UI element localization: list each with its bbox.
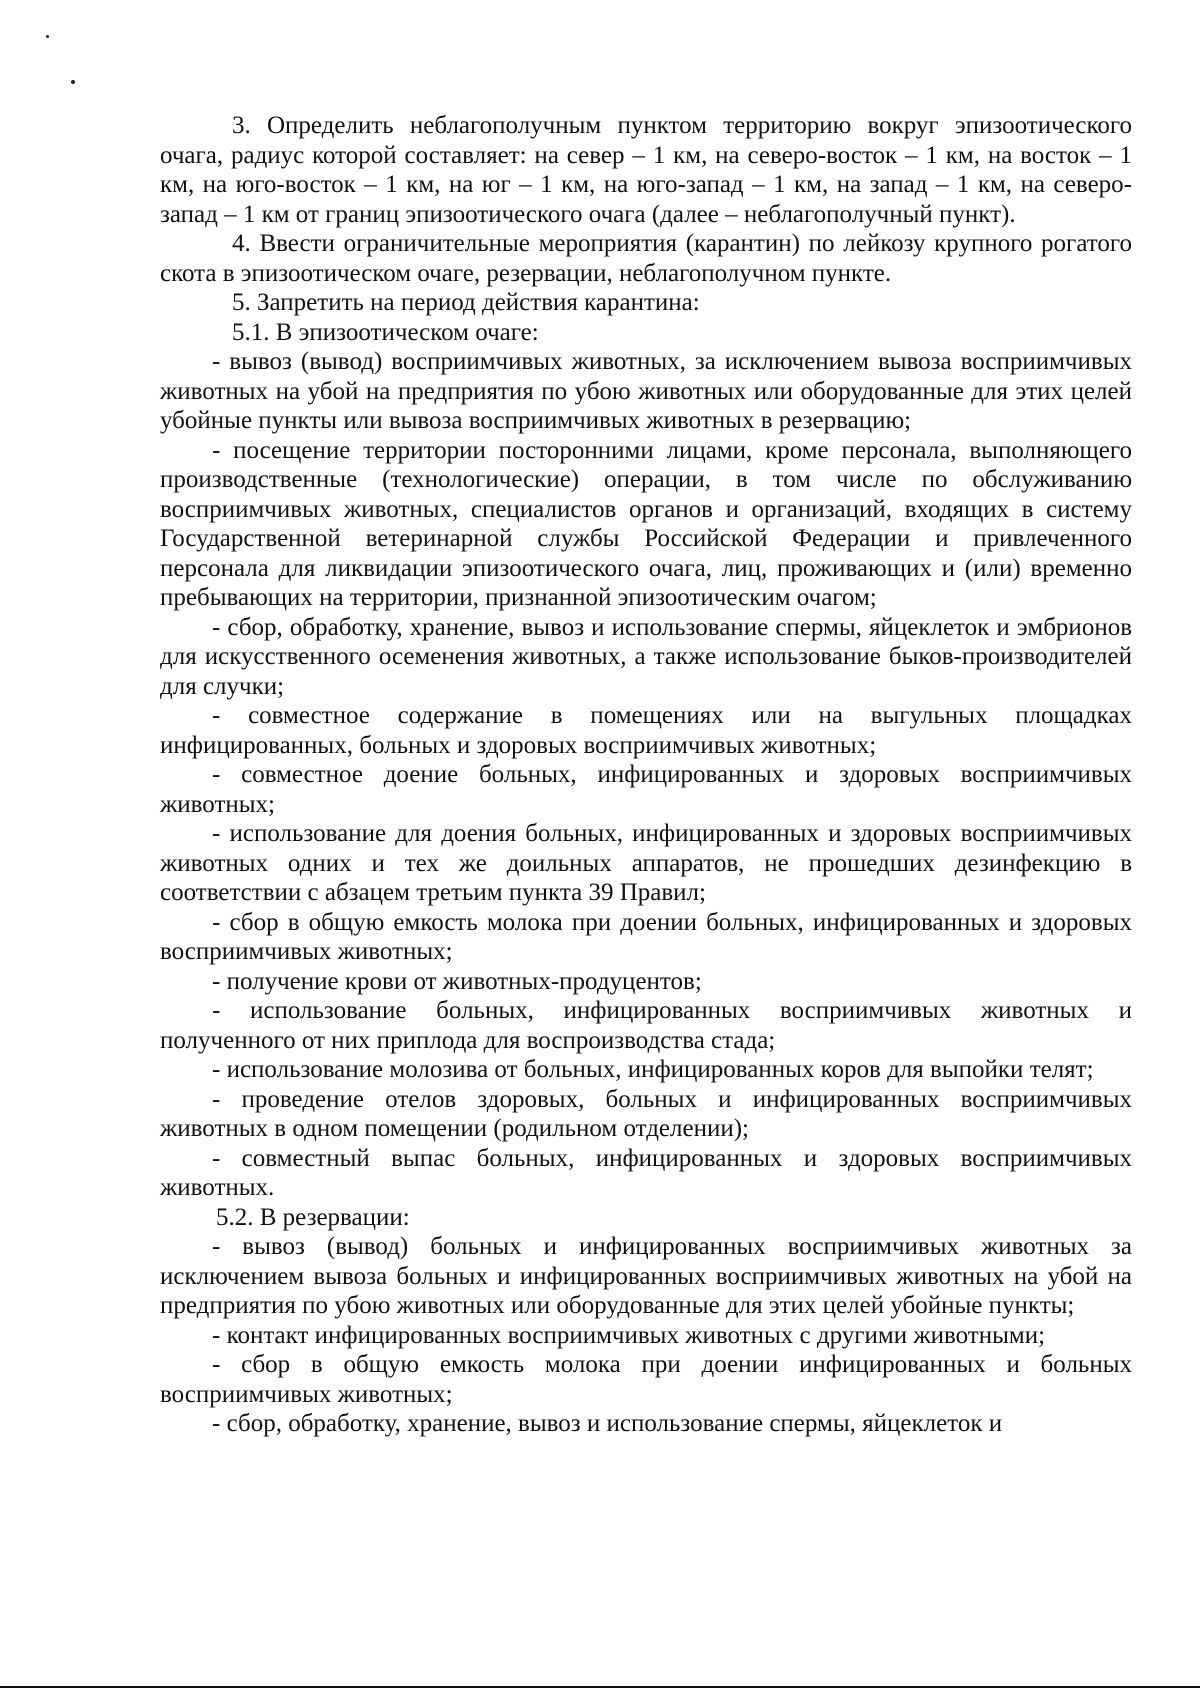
document-body [160, 111, 1132, 1439]
list-item: - посещение территории посторонними лицами, кроме персонала, выполняющего производственные (технологические) операции, в том числе по обслуживанию восприимчивых животных, специалистов органов и организаций, входящих в систему Государственной ветеринарной службы Российской Федерации и привлеченного персонала для ликвидации эпизоотического очага, лиц, проживающих и (или) временно пребывающих на территории, признанной эпизоотическим очагом; [160, 436, 1132, 611]
list-item: - сбор, обработку, хранение, вывоз и использование спермы, яйцеклеток и [212, 1410, 1003, 1437]
page-bottom-rule [0, 1686, 1200, 1688]
list-item: - вывоз (вывод) восприимчивых животных, за исключением вывоза восприимчивых животных на убой на предприятия по убою животных или оборудованные для этих целей убойные пункты или вывоза восприимчивых животных в резервацию; [160, 348, 1132, 434]
list-item: - использование больных, инфицированных восприимчивых животных и полученного от них приплода для воспроизводства стада; [160, 997, 1132, 1054]
subsection-heading-5-1: 5.1. В эпизоотическом очаге: [232, 318, 539, 346]
list-item: - сбор, обработку, хранение, вывоз и использование спермы, яйцеклеток и эмбрионов для искусственного осеменения животных, а также использование быков-производителей для случки; [160, 613, 1132, 700]
list-item: - совместный выпас больных, инфицированных и здоровых восприимчивых животных. [160, 1144, 1132, 1201]
list-item: - получение крови от животных-продуцентов; [212, 967, 702, 995]
list-item: - использование молозива от больных, инфицированных коров для выпойки телят; [212, 1056, 1094, 1083]
list-item: - использование для доения больных, инфицированных и здоровых восприимчивых животных одних и тех же доильных аппаратов, не прошедших дезинфекцию в соответствии с абзацем третьим пункта 39 Правил; [160, 820, 1132, 906]
list-item: - контакт инфицированных восприимчивых животных с другими животными; [212, 1321, 1046, 1349]
list-item: - совместное доение больных, инфицированных и здоровых восприимчивых животных; [160, 761, 1132, 818]
paragraph-item-5: 5. Запретить на период действия карантина: [232, 289, 700, 316]
list-item: - сбор в общую емкость молока при доении инфицированных и больных восприимчивых животных; [160, 1351, 1132, 1408]
scan-speck [71, 80, 75, 84]
paragraph-item-3: 3. Определить неблагополучным пунктом территорию вокруг эпизоотического очага, радиус которой составляет: на север – 1 км, на северо-восток – 1 км, на восток – 1 км, на юго-восток – 1 км, на юг – 1 км, на юго-запад – 1 км, на запад – 1 км, на северо-запад – 1 км от границ эпизоотического очага (далее – неблагополучный пункт). [160, 112, 1132, 228]
subsection-heading-5-2: 5.2. В резервации: [216, 1203, 410, 1231]
list-item: - вывоз (вывод) больных и инфицированных восприимчивых животных за исключением вывоза больных и инфицированных восприимчивых животных на убой на предприятия по убою животных или оборудованные для этих целей убойные пункты; [160, 1233, 1132, 1319]
scan-speck [46, 35, 49, 38]
paragraph-item-4: 4. Ввести ограничительные мероприятия (карантин) по лейкозу крупного рогатого скота в эпизоотическом очаге, резервации, неблагополучном пункте. [160, 230, 1132, 287]
list-item: - проведение отелов здоровых, больных и инфицированных восприимчивых животных в одном помещении (родильном отделении); [160, 1085, 1132, 1142]
list-item: - совместное содержание в помещениях или на выгульных площадках инфицированных, больных и здоровых восприимчивых животных; [160, 702, 1132, 759]
list-item: - сбор в общую емкость молока при доении больных, инфицированных и здоровых восприимчивых животных; [160, 908, 1132, 965]
